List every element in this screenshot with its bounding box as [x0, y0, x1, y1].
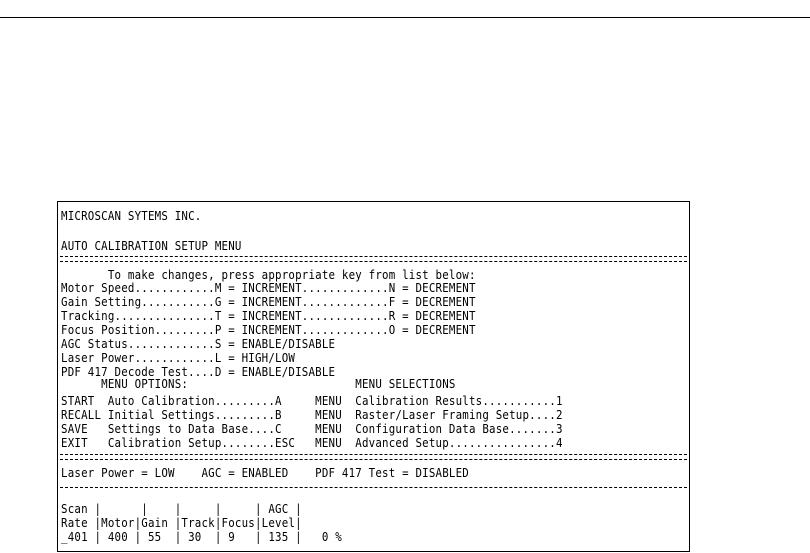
single-divider [60, 487, 687, 488]
instructions-text: To make changes, press appropriate key from list below: [61, 268, 476, 282]
setting-pdf417-test[interactable]: PDF 417 Decode Test....D = ENABLE/DISABLE [61, 365, 336, 379]
menu-headings: MENU OPTIONS: MENU SELECTIONS [61, 377, 456, 391]
readout-row-3: _401 | 400 | 55 | 30 | 9 | 135 | 0 % [61, 530, 342, 544]
menu-title: AUTO CALIBRATION SETUP MENU [61, 239, 242, 253]
menu-row-save[interactable]: SAVE Settings to Data Base....C MENU Configuration Data Base.......3 [61, 422, 563, 436]
menu-row-start[interactable]: START Auto Calibration.........A MENU Calibration Results...........1 [61, 394, 563, 408]
company-title: MICROSCAN SYTEMS INC. [61, 209, 202, 223]
status-line: Laser Power = LOW AGC = ENABLED PDF 417 Test = DISABLED [61, 466, 469, 480]
setting-laser-power[interactable]: Laser Power............L = HIGH/LOW [61, 351, 296, 365]
terminal-window [57, 201, 690, 552]
setting-agc-status[interactable]: AGC Status.............S = ENABLE/DISABLE [61, 337, 336, 351]
top-rule [0, 17, 810, 18]
setting-motor-speed[interactable]: Motor Speed............M = INCREMENT.............N = DECREMENT [61, 281, 476, 295]
setting-tracking[interactable]: Tracking...............T = INCREMENT.............R = DECREMENT [61, 309, 476, 323]
double-divider-top [60, 256, 687, 262]
menu-row-exit[interactable]: EXIT Calibration Setup........ESC MENU Advanced Setup................4 [61, 436, 563, 450]
readout-row-2: Rate |Motor|Gain |Track|Focus|Level| [61, 516, 302, 530]
setting-focus-position[interactable]: Focus Position.........P = INCREMENT.............O = DECREMENT [61, 323, 476, 337]
menu-row-recall[interactable]: RECALL Initial Settings.........B MENU Raster/Laser Framing Setup....2 [61, 408, 563, 422]
readout-row-1: Scan | | | | | AGC | [61, 502, 302, 516]
setting-gain[interactable]: Gain Setting...........G = INCREMENT.............F = DECREMENT [61, 295, 476, 309]
double-divider-bottom [60, 454, 687, 460]
